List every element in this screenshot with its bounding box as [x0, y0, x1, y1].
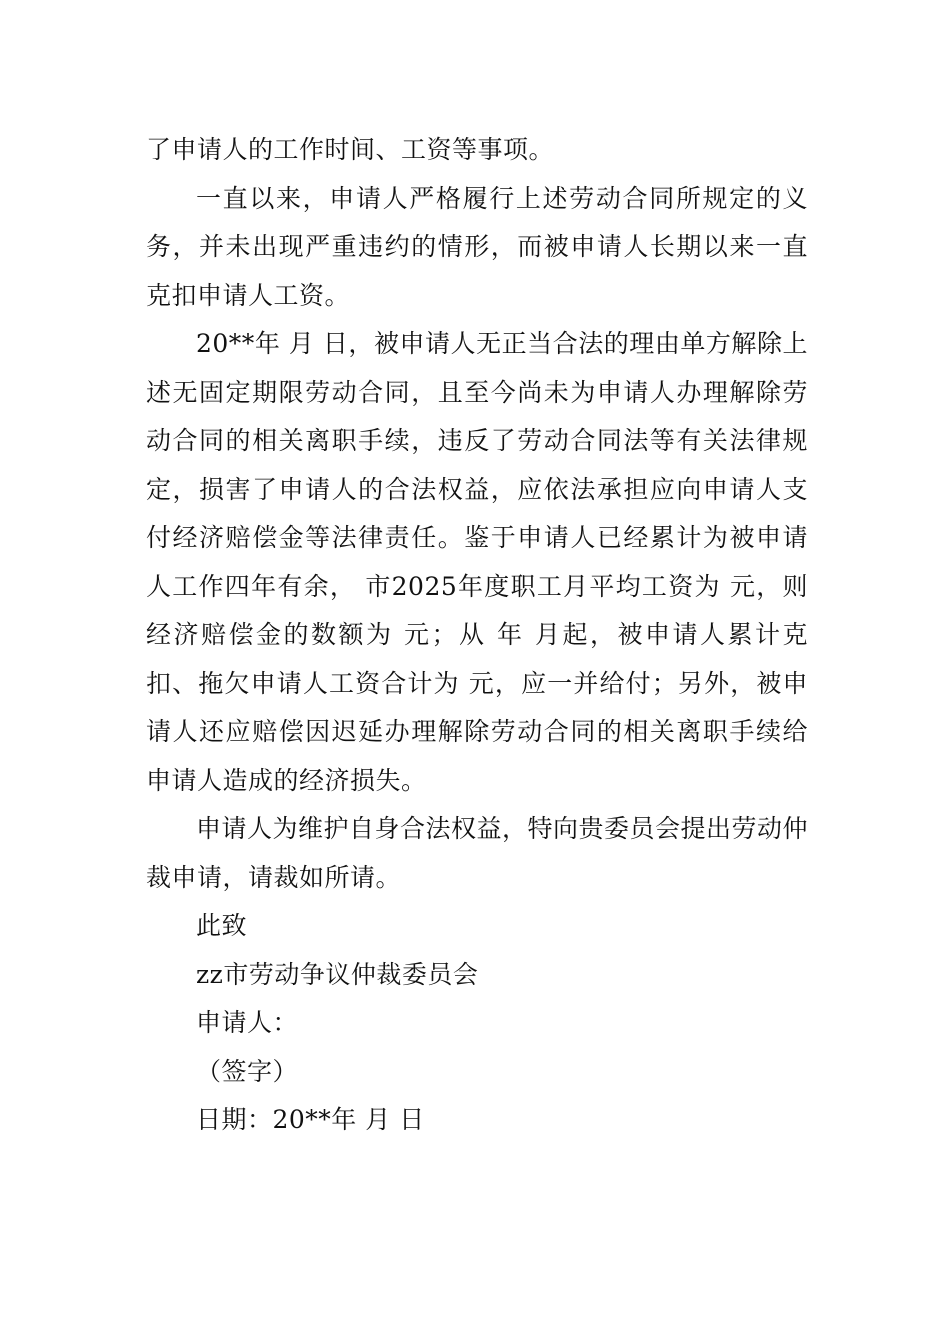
- applicant-label: 申请人：: [196, 1008, 299, 1037]
- document-body: [146, 126, 808, 1145]
- paragraph-continuation: 了申请人的工作时间、工资等事项。: [146, 135, 555, 164]
- recipient: zz市劳动争议仲裁委员会: [196, 959, 479, 989]
- paragraph-termination-facts: 20**年 月 日，被申请人无正当合法的理由单方解除上述无固定期限劳动合同，且至今尚未为申请人办理解除劳动合同的相关离职手续，违反了劳动合同法等有关法律规定，损害了申请人的合法权益，应依法承担应向申请人支付经济赔偿金等法律责任。鉴于申请人已经累计为被申请人工作四年有余， 市2025年度职工月平均工资为 元，则经济赔偿金的数额为 元；从 年 月起，被申请人累计克扣、拖欠申请人工资合计为 元，应一并给付；另外，被申请人还应赔偿因迟延办理解除劳动合同的相关离职手续给申请人造成的经济损失。: [146, 329, 808, 795]
- signature-label: （签字）: [196, 1056, 299, 1086]
- paragraph-performance: 一直以来，申请人严格履行上述劳动合同所规定的义务，并未出现严重违约的情形，而被申请人长期以来一直克扣申请人工资。: [146, 183, 808, 310]
- paragraph-request: 申请人为维护自身合法权益，特向贵委员会提出劳动仲裁申请，请裁如所请。: [146, 814, 809, 892]
- salutation: 此致: [196, 911, 248, 940]
- date-line: 日期：20**年 月 日: [196, 1105, 425, 1134]
